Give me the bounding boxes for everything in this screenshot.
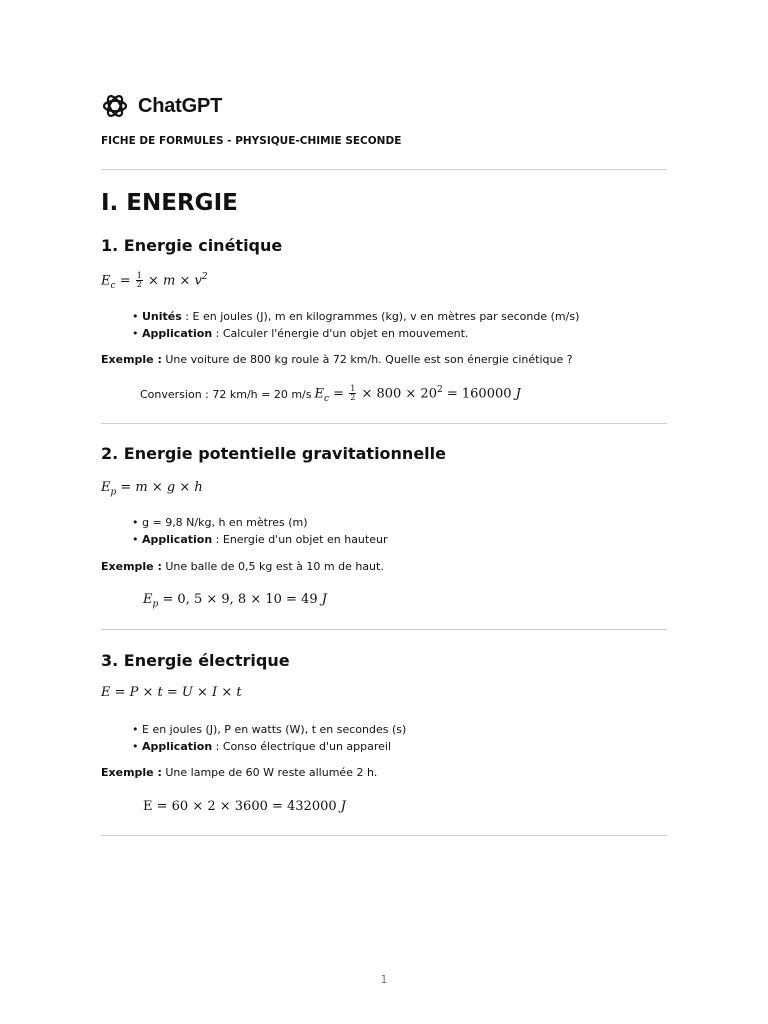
subsection-title: 1. Energie cinétique [101, 236, 283, 255]
electric-calculation: E = 60 × 2 × 3600 = 432000 J [143, 799, 346, 814]
list-item: • E en joules (J), P en watts (W), t en secondes (s) [132, 723, 407, 736]
document-title: FICHE DE FORMULES - PHYSIQUE-CHIMIE SECONDE [101, 135, 402, 147]
potential-example: Exemple : Une balle de 0,5 kg est à 10 m de haut. [101, 560, 384, 573]
list-item: • Application : Conso électrique d'un appareil [132, 739, 392, 753]
divider [101, 629, 667, 630]
kinetic-bullets [132, 309, 579, 342]
electric-example: Exemple : Une lampe de 60 W reste allumée 2 h. [101, 766, 378, 779]
divider [101, 423, 667, 424]
openai-logo-icon [101, 92, 129, 120]
list-item: • Application : Calculer l'énergie d'un objet en mouvement. [132, 326, 469, 340]
electric-energy-block [101, 651, 667, 671]
subsection-title: 3. Energie électrique [101, 651, 290, 670]
list-item: • Unités : E en joules (J), m en kilogrammes (kg), v en mètres par seconde (m/s) [132, 310, 580, 323]
divider [101, 835, 667, 836]
potential-bullets [132, 515, 387, 548]
kinetic-energy-block [101, 236, 667, 256]
page-number: 1 [380, 973, 388, 986]
divider [101, 169, 667, 170]
kinetic-formula: $E_c$ = $\frac{1}{2}$ × $m \times v^2$ [101, 271, 208, 291]
potential-formula: $E_p = m \times g \times h$ [101, 480, 203, 498]
section-title: I. ENERGIE [101, 190, 238, 216]
brand-name: ChatGPT [138, 94, 223, 117]
list-item: • Application : Energie d'un objet en hauteur [132, 532, 388, 546]
electric-bullets [132, 722, 406, 755]
potential-energy-block [101, 444, 667, 464]
electric-formula: E = P × t = U × I × t [101, 685, 242, 700]
subsection-title: 2. Energie potentielle gravitationnelle [101, 444, 446, 463]
brand-header [101, 92, 222, 120]
list-item: • g = 9,8 N/kg, h en mètres (m) [132, 516, 308, 529]
kinetic-example: Exemple : Une voiture de 800 kg roule à 72 km/h. Quelle est son énergie cinétique ? [101, 353, 573, 366]
kinetic-calculation: Conversion : 72 km/h = 20 m/s $E_c$ = $\frac{1}{2}$ × $800 \times 20^2 = 160000$ J [140, 384, 521, 404]
potential-calculation: $E_p = 0$, 5 × 9, 8 × 10 = 49 J [143, 592, 327, 610]
